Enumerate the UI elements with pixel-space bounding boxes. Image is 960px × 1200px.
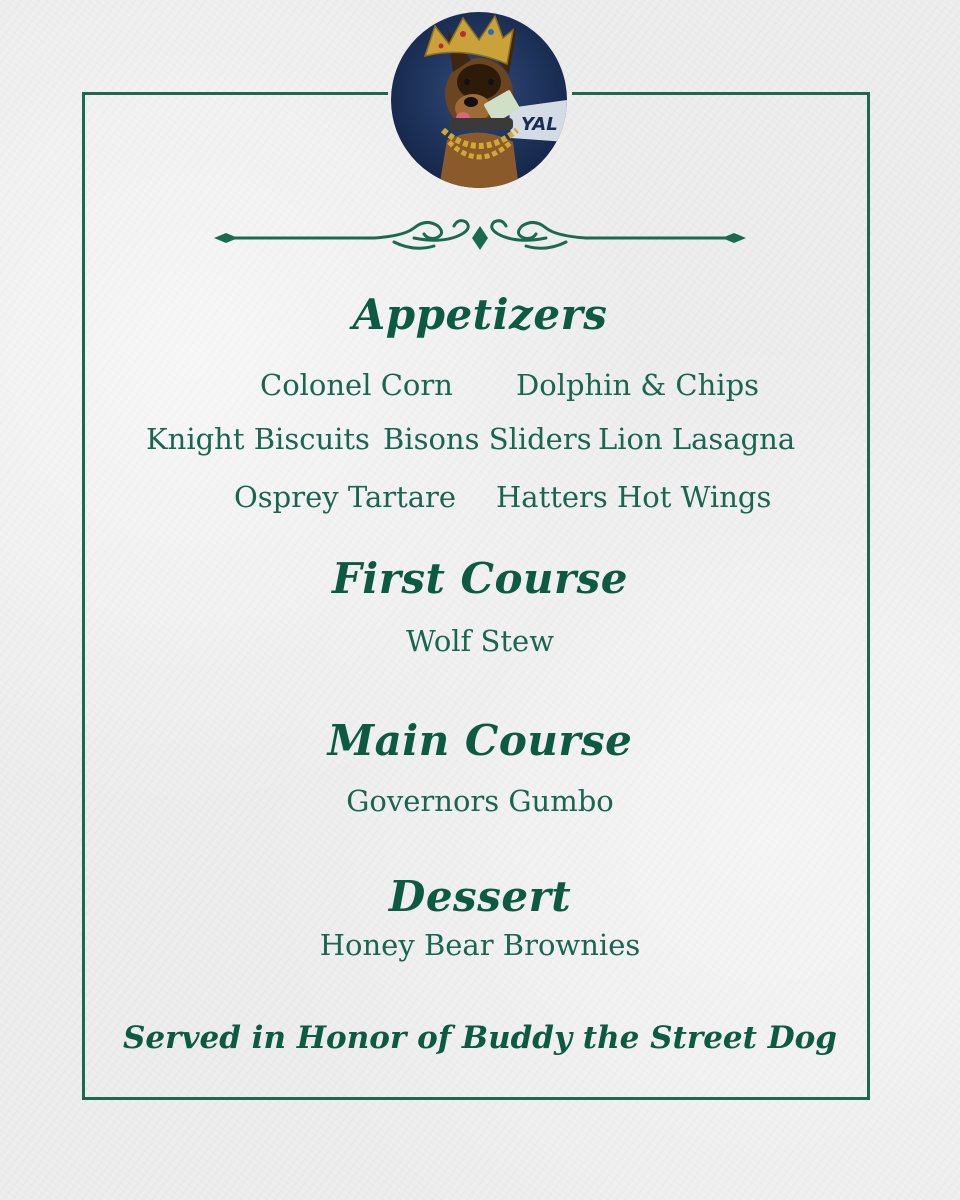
ornamental-divider-icon [214, 208, 746, 268]
main-course-heading: Main Course [327, 716, 633, 765]
avatar [391, 12, 567, 188]
avatar-background-text: YAL [521, 114, 558, 135]
dessert-heading: Dessert [388, 872, 572, 921]
menu-item: Hatters Hot Wings [496, 480, 772, 514]
menu-item: Governors Gumbo [346, 784, 614, 818]
menu-item: Colonel Corn [260, 368, 453, 402]
crowned-dog-icon [391, 12, 567, 188]
menu-item: Osprey Tartare [234, 480, 457, 514]
menu-item: Bisons Sliders [383, 422, 592, 456]
menu-item: Lion Lasagna [598, 422, 796, 456]
menu-item: Wolf Stew [405, 624, 555, 658]
first-course-heading: First Course [331, 554, 629, 603]
menu-item: Dolphin & Chips [516, 368, 760, 402]
menu-item: Honey Bear Brownies [319, 928, 641, 962]
appetizers-heading: Appetizers [352, 290, 608, 339]
footer-dedication: Served in Honor of Buddy the Street Dog [123, 1020, 837, 1056]
menu-item: Knight Biscuits [146, 422, 370, 456]
